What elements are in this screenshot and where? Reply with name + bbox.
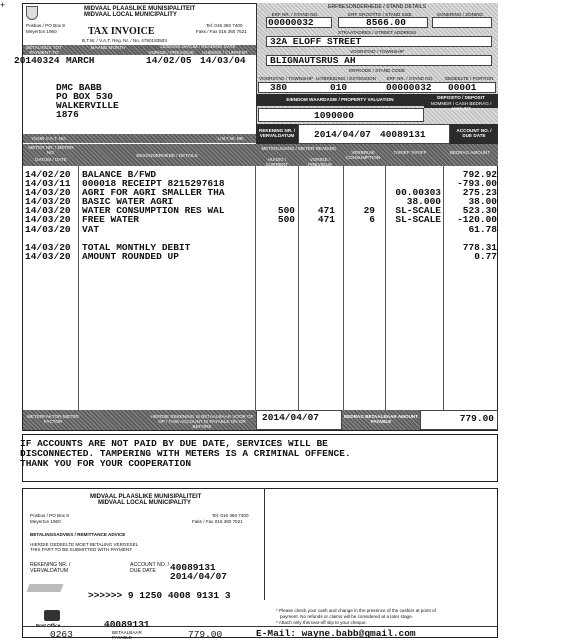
easypay-logo-icon: [27, 584, 64, 592]
remit-bottom-bar: [22, 626, 498, 627]
street-address-value: 32A ELOFF STREET: [270, 36, 362, 47]
label-your-vat: YOUR V.A.T. NO.: [31, 136, 67, 141]
remit-due-date: 2014/04/07: [170, 571, 228, 582]
address-line-4: 1876: [56, 109, 79, 120]
header-meter-no: METER NR. / METER NO.: [28, 145, 74, 155]
remit-advice: BETALINGSADVIES / REMITTANCE ADVICE: [30, 532, 126, 537]
row-date: 14/03/20: [25, 205, 71, 217]
row-details: BASIC WATER AGRI: [82, 196, 174, 208]
postbus: Posbus / PO Box 9: [26, 23, 65, 28]
remit-postbus: Posbus / PO Box 9: [30, 513, 69, 518]
property-valuation-value: 1090000: [314, 110, 354, 121]
notice-line-1: IF ACCOUNTS ARE NOT PAID BY DUE DATE, SERVICES WILL BE: [20, 438, 328, 449]
municipality-name-en: MIDVAAL LOCAL MUNICIPALITY: [84, 12, 177, 18]
remit-barcode-line: >>>>>> 9 1250 4008 9131 3: [88, 590, 231, 601]
zoning-cell: [432, 17, 492, 28]
row-amount: 792.92: [462, 169, 497, 180]
header-meter-reading: METERLESING / METER READING: [261, 146, 337, 151]
row-consumption: 6: [369, 214, 375, 226]
remit-amount: 779.00: [188, 629, 223, 640]
row-tariff: SL-SCALE: [395, 205, 441, 217]
payment-to-value: 20140324: [14, 55, 60, 66]
remit-note-2: THIS PART TO BE SUBMITTED WITH PAYMENT: [30, 547, 133, 552]
row-date: 14/03/20: [25, 223, 71, 235]
row-tariff: 38.000: [406, 196, 441, 208]
address-line-3: WALKERVILLE: [56, 100, 119, 111]
table-rows: [23, 170, 498, 261]
row-date: 14/03/20: [25, 196, 71, 208]
table-row: [23, 225, 498, 234]
row-date: 14/03/20: [25, 214, 71, 226]
row-tariff: SL-SCALE: [395, 214, 441, 226]
label-stand-no: ERF NR. / STAND NO.: [386, 76, 434, 81]
label-extension: UITBREIDING / EXTENSION: [316, 76, 376, 81]
header-amount: BEDRAG AMOUNT: [449, 150, 491, 155]
township-code-value: 380: [270, 82, 288, 93]
row-amount: -120.00: [457, 214, 497, 226]
extension-value: 010: [330, 82, 348, 93]
row-date: 14/03/20: [25, 187, 71, 199]
header-current: HUIDIG / CURRENT: [265, 157, 289, 167]
row-previous-reading: 471: [317, 205, 335, 217]
header-consumption: VERBRUIK CONSUMPTION: [345, 150, 381, 160]
remittance-frame: [22, 488, 498, 638]
stand-size-value: 8566.00: [366, 17, 406, 28]
row-details: BALANCE B/FWD: [82, 169, 157, 180]
label-deposit-sub: NOMMER / CASH BEDRAG / AMOUNT: [430, 101, 492, 111]
header-details: BESONDERHEDE / DETAILS: [136, 153, 198, 158]
table-row: [23, 252, 498, 261]
row-current-reading: 500: [277, 214, 295, 226]
row-amount: 275.23: [462, 187, 497, 199]
remit-label-account-en: ACCOUNT NO. / DUE DATE: [130, 562, 170, 574]
row-details: AGRI FOR AGRI SMALLER THA: [82, 187, 225, 199]
row-details: FREE WATER: [82, 214, 140, 226]
current-reading-date: 14/03/04: [200, 55, 246, 66]
address-line-2: PO BOX 530: [56, 91, 114, 102]
row-date: 14/03/11: [25, 178, 71, 190]
remit-code: 0263: [50, 629, 73, 640]
remit-municipality-af: MIDVAAL PLAASLIKE MUNISIPALITEIT: [90, 494, 202, 500]
remit-town: Meyerton 1960: [30, 519, 61, 524]
row-amount: 38.00: [468, 196, 497, 208]
label-property-valuation: EIENDOM WAARDASIE / PROPERTY VALUATION: [286, 97, 394, 102]
row-amount: 523.30: [462, 205, 497, 217]
label-account-no: REKENING NR. / VERVALDATUM: [259, 128, 295, 138]
cashier-note-1: * Please check your cash and change in the presence of the cashier at point of: [276, 608, 436, 613]
row-previous-reading: 471: [317, 214, 335, 226]
footer-due-date: 2014/04/07: [262, 412, 320, 423]
portion-value: 00001: [448, 82, 477, 93]
cashier-note-3: * Attach only this tear-off slip to your cheque.: [276, 620, 367, 625]
remit-label-payable: BETAALBAAR PAYABLE: [112, 630, 142, 640]
remit-tel: Tel: 016 360 7400: [212, 513, 249, 518]
cashier-note-2: payment. No refunds or claims will be considered at a later stage.: [280, 614, 414, 619]
row-current-reading: 500: [277, 205, 295, 217]
tel: Tel: 016 360 7400: [206, 23, 243, 28]
row-date: 14/03/20: [25, 250, 71, 262]
tax-invoice-title: TAX INVOICE: [88, 26, 155, 37]
label-portion: GEDEELTE / PORTION: [444, 76, 494, 81]
label-erf-no: ERF NR. / STAND NO.: [271, 12, 319, 17]
month-value: MARCH: [66, 55, 95, 66]
remit-municipality-en: MIDVAAL LOCAL MUNICIPALITY: [98, 500, 191, 506]
row-tariff: 00.00303: [395, 187, 441, 199]
header-previous: VORIGE / PREVIOUS: [308, 157, 332, 167]
account-number: 40089131: [380, 129, 426, 140]
label-zoning: SONERING / ZONING: [436, 12, 484, 17]
row-date: 14/03/20: [25, 241, 71, 253]
row-details: AMOUNT ROUNDED UP: [82, 250, 179, 262]
remittance-divider: [264, 488, 265, 600]
row-details: 000018 RECEIPT 8215297618: [82, 178, 225, 190]
municipality-name-af: MIDVAAL PLAASLIKE MUNISIPALITEIT: [84, 6, 196, 12]
row-amount: 778.31: [462, 241, 497, 253]
label-our-vat: U B.T.W. NR.: [217, 136, 245, 141]
row-date: 14/02/20: [25, 169, 71, 180]
account-due-date: 2014/04/07: [314, 129, 372, 140]
label-street-address: STRAATADRES / STREET ADDRESS: [337, 30, 417, 35]
stand-details-title: ERFBESONDERHEDE / STAND DETAILS: [327, 4, 427, 10]
payable-note: HIERDIE REKENING IS BETAALBAAR VOOR OF OP / THIS ACCOUNT IS PAYABLE ON OR BEFORE: [150, 414, 254, 429]
address-line-1: DMC BABB: [56, 82, 102, 93]
email-line: E-Mail: wayne.babb@gmail.com: [256, 628, 416, 639]
label-deposit: DEPOSITO / DEPOSIT: [437, 95, 485, 100]
row-details: WATER CONSUMPTION RES WAL: [82, 205, 225, 217]
label-month: MAAND MONTH: [90, 45, 126, 50]
header-tariff: TARIEF TARIFF: [393, 150, 427, 155]
label-stand-code: ERFKODE / STAND CODE: [349, 68, 405, 73]
label-township: VOORSTAD / TOWNSHIP: [350, 49, 404, 54]
label-meter-factor: METERFAKTOR METER FACTOR: [27, 414, 79, 424]
header-date: DATUM / DATE: [35, 157, 67, 162]
previous-reading-date: 14/02/05: [146, 55, 192, 66]
label-previous: VORIGE / PREVIOUS: [148, 50, 194, 55]
remit-note-1: HIERDIE GEDEELTE MOET BETALING VERGESEL: [30, 542, 139, 547]
row-consumption: 29: [363, 205, 375, 217]
vat-reg: B.T.W. / V.A.T. Reg. Nr. / No. 4790193503: [82, 38, 167, 43]
stand-no-value: 00000032: [386, 82, 432, 93]
township-value: BLIGNAUTSRUS AH: [270, 55, 356, 66]
label-current: HUIDIGE / CURRENT: [202, 50, 248, 55]
label-amount-payable: BEDRAG BETAALBAAR AMOUNT PAYABLE: [344, 414, 419, 424]
label-reading-date: LESINGS DATUM / READING DATE: [160, 44, 236, 49]
municipality-header: [24, 4, 256, 46]
label-township-code: VOORSTAD / TOWNSHIP: [259, 76, 313, 81]
row-amount: 0.77: [474, 250, 497, 262]
remit-account-number: 40089131: [170, 562, 216, 573]
notice-line-2: DISCONNECTED. TAMPERING WITH METERS IS A CRIMINAL OFFENCE.: [20, 448, 351, 459]
remit-bottom-account: 40089131: [104, 619, 150, 630]
coat-of-arms-icon: [26, 6, 38, 20]
row-details: TOTAL MONTHLY DEBIT: [82, 241, 191, 253]
row-details: VAT: [82, 223, 100, 235]
label-account-due: ACCOUNT NO. / DUE DATE: [456, 128, 492, 138]
fax: Faks / Fax 016 360 7521: [196, 29, 247, 34]
row-amount: -793.00: [457, 178, 497, 190]
erf-no-value: 00000032: [268, 17, 314, 28]
row-amount: 61.78: [468, 223, 497, 235]
remit-fax: Faks / Fax 016 360 7521: [192, 519, 243, 524]
footer-amount: 779.00: [459, 413, 494, 424]
post-office-logo-icon: [44, 610, 60, 621]
address-block: [24, 66, 256, 134]
corner-mark: +: [0, 0, 6, 10]
label-stand-size: ERF GROOTTE / STAND SIZE: [348, 12, 412, 17]
town: Meyerton 1960: [26, 29, 57, 34]
notice-line-3: THANK YOU FOR YOUR COOPERATION: [20, 458, 192, 469]
remit-label-account: REKENING NR. / VERVALDATUM: [30, 562, 71, 574]
label-payment-to: BETALINGS TOT PAYMENT TO: [26, 45, 62, 55]
